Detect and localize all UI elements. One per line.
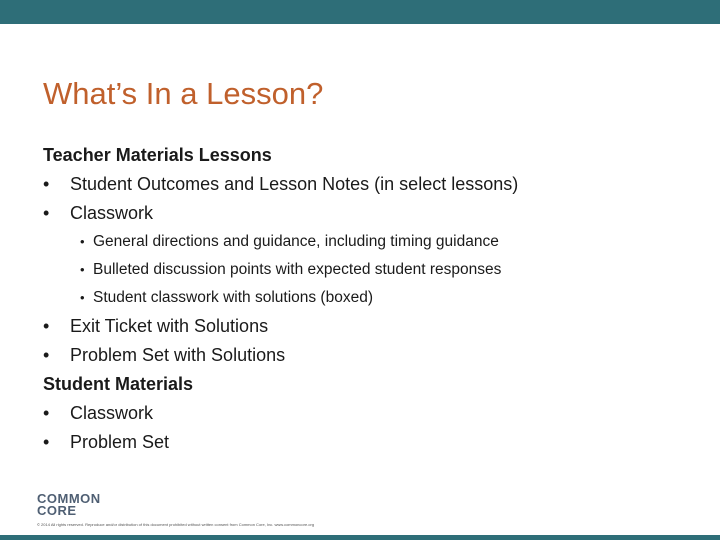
sub-bullet-text: Bulleted discussion points with expected student responses [93, 261, 502, 278]
bullet-text: Classwork [70, 203, 154, 223]
sub-bullet-item [43, 284, 703, 312]
sub-bullet-icon: • [80, 234, 85, 249]
bullet-item [43, 199, 703, 228]
sub-bullet-text: Student classwork with solutions (boxed) [93, 289, 373, 306]
bullet-icon: • [43, 403, 50, 423]
copyright-footer: © 2014 All rights reserved. Reproduce and/or distribution of this document prohibited without written consent from Common Core, Inc. www.commoncore.org [37, 522, 315, 527]
bullet-item [43, 312, 703, 341]
sub-bullet-item [43, 256, 703, 284]
bullet-text: Problem Set with Solutions [70, 345, 286, 365]
bullet-item [43, 428, 703, 457]
sub-bullet-icon: • [80, 262, 85, 277]
common-core-logo [37, 493, 101, 517]
teacher-materials-heading: Teacher Materials Lessons [43, 145, 272, 165]
bullet-item [43, 341, 703, 370]
sub-bullet-icon: • [80, 290, 85, 305]
slide-content [43, 141, 703, 457]
bullet-icon: • [43, 174, 50, 194]
bullet-icon: • [43, 432, 50, 452]
top-banner [0, 0, 720, 24]
bullet-text: Problem Set [70, 432, 170, 452]
bullet-text: Student Outcomes and Lesson Notes (in select lessons) [70, 174, 519, 194]
logo-line-2: CORE [37, 503, 77, 518]
bottom-banner [0, 535, 720, 540]
bullet-text: Exit Ticket with Solutions [70, 316, 269, 336]
student-materials-heading: Student Materials [43, 374, 194, 394]
bullet-text: Classwork [70, 403, 154, 423]
bullet-icon: • [43, 203, 50, 223]
bullet-item [43, 399, 703, 428]
bullet-icon: • [43, 316, 50, 336]
bullet-item [43, 170, 703, 199]
logo-line-1: COMMON [37, 491, 101, 506]
sub-bullet-item [43, 228, 703, 256]
slide-title: What’s In a Lesson? [43, 76, 324, 111]
bullet-icon: • [43, 345, 50, 365]
sub-bullet-text: General directions and guidance, including timing guidance [93, 233, 499, 250]
